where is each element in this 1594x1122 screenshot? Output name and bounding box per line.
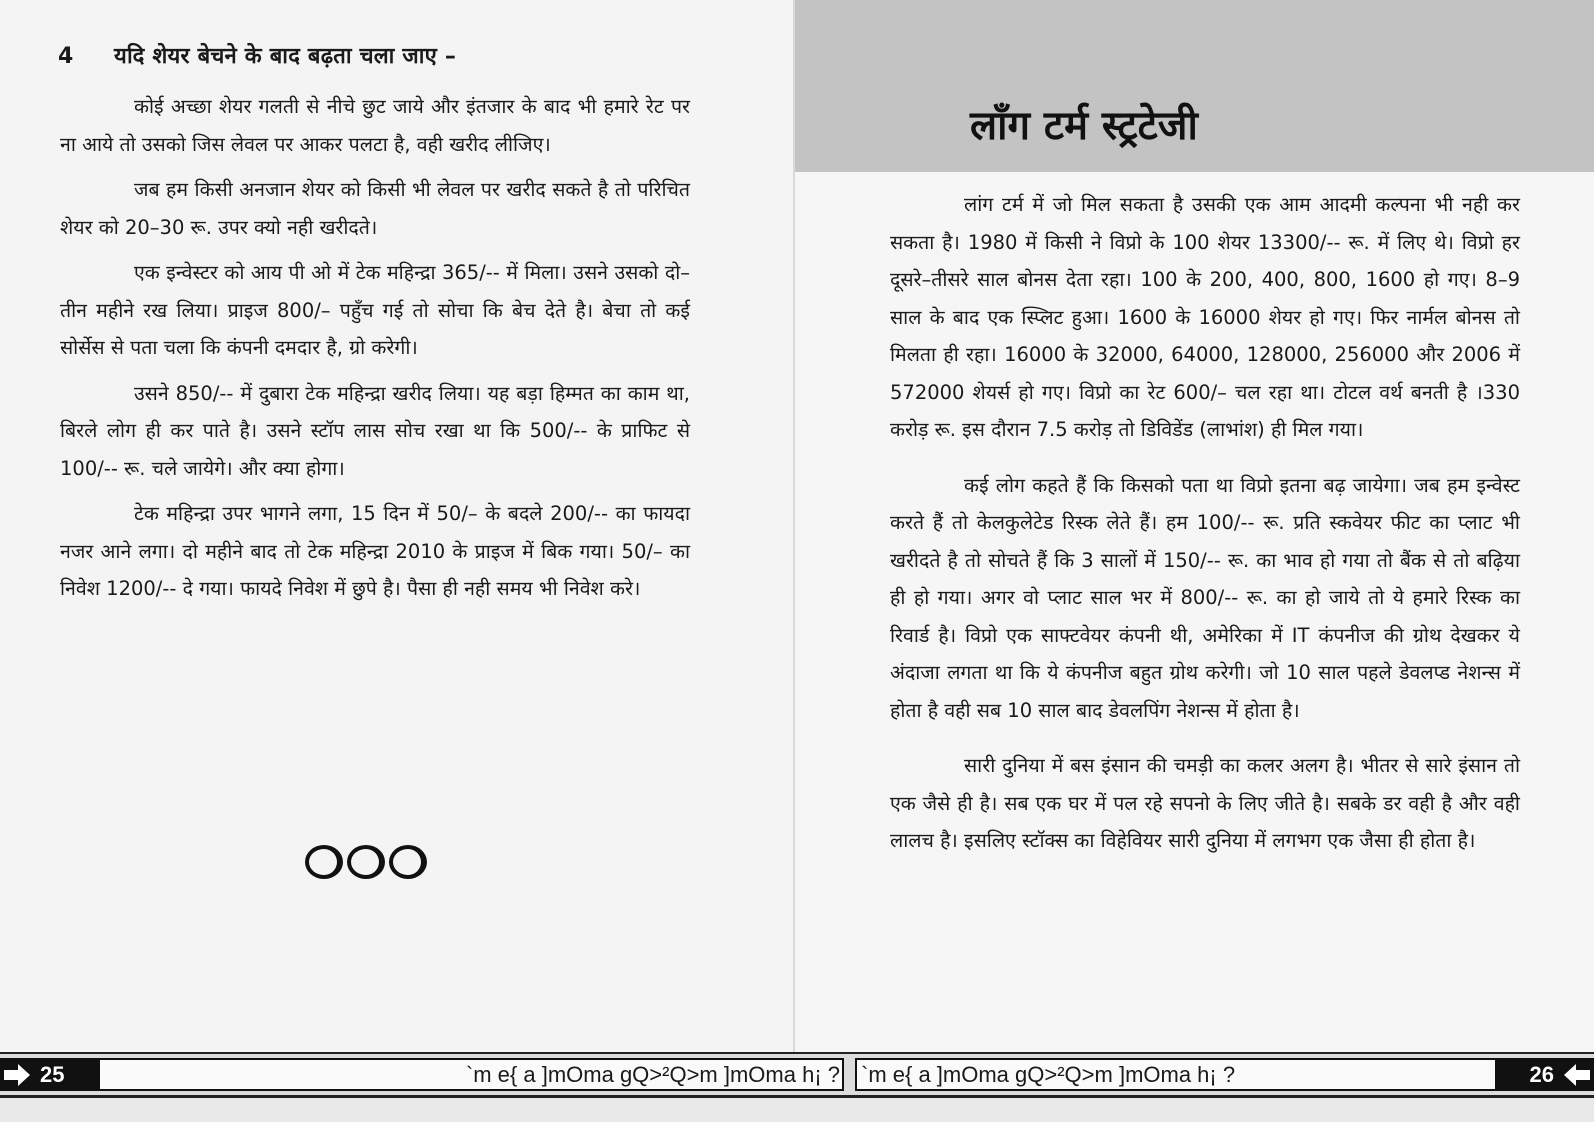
left-body-text — [60, 88, 690, 616]
three-rings-ornament-icon — [305, 845, 427, 879]
ring-icon — [389, 845, 427, 879]
right-page — [795, 0, 1594, 1052]
right-running-title: `m e{ a ]mOma gQ>²Q>m ]mOma h¡ ? — [855, 1058, 1497, 1091]
left-page-footer-block — [0, 1058, 98, 1091]
ring-icon — [347, 845, 385, 879]
paragraph: सारी दुनिया में बस इंसान की चमड़ी का कलर अलग है। भीतर से सारे इंसान तो एक जैसे ही है। सब एक घर में पल रहे सपनो के लिए जीते है। सबके डर वही है और वही लालच है। इसलिए स्टॉक्स का विहेवियर सारी दुनिया में लगभग एक जैसा ही होता है। — [890, 754, 1520, 852]
right-page-footer-block — [1496, 1058, 1594, 1091]
right-body-text — [890, 186, 1520, 878]
section-number: 4 — [58, 44, 74, 69]
paragraph: कोई अच्छा शेयर गलती से नीचे छुट जाये और इंतजार के बाद भी हमारे रेट पर ना आये तो उसको जिस लेवल पर आकर पलटा है, वही खरीद लीजिए। — [60, 95, 690, 156]
ring-icon — [305, 845, 343, 879]
section-heading-text: यदि शेयर बेचने के बाद बढ़ता चला जाए – — [114, 44, 457, 69]
paragraph: टेक महिन्द्रा उपर भागने लगा, 15 दिन में 50/– के बदले 200/-- का फायदा नजर आने लगा। दो महीने बाद तो टेक महिन्द्रा 2010 के प्राइज में बिक गया। 50/– का निवेश 1200/-- दे गया। फायदे निवेश में छुपे है। पैसा ही नही समय भी निवेश करे। — [60, 502, 690, 600]
left-running-title: `m e{ a ]mOma gQ>²Q>m ]mOma h¡ ? — [98, 1058, 844, 1091]
paragraph: कई लोग कहते हैं कि किसको पता था विप्रो इतना बढ़ जायेगा। जब हम इन्वेस्ट करते हैं तो केलकुलेटेड रिस्क लेते हैं। हम 100/-- रू. प्रति स्कवेयर फीट का प्लाट भी खरीदते है तो सोचते हैं कि 3 सालों में 150/-- रू. का भाव हो गया तो बैंक से तो बढ़िया ही हो गया। अगर वो प्लाट साल भर में 800/-- रू. का हो जाये तो ये हमारे रिस्क का रिवार्ड है। विप्रो एक साफ्टवेयर कंपनी थी, अमेरिका में IT कंपनीज की ग्रोथ देखकर ये अंदाजा लगता था कि ये कंपनीज बहुत ग्रोथ करेगी। जो 10 साल पहले डेवलप्ड नेशन्स में होता है वही सब 10 साल बाद डेवलपिंग नेशन्स में होता है। — [890, 473, 1520, 722]
paragraph: एक इन्वेस्टर को आय पी ओ में टेक महिन्द्रा 365/-- में मिला। उसने उसको दो–तीन महीने रख लिया। प्राइज 800/– पहुँच गई तो सोचा कि बेच देते है। बेचा तो कई सोर्सेस से पता चला कि कंपनी दमदार है, ग्रो करेगी। — [60, 261, 690, 359]
arrow-right-icon[interactable] — [0, 1060, 34, 1090]
right-page-number: 26 — [1529, 1061, 1554, 1087]
footer-bar — [0, 1052, 1594, 1098]
section-heading — [58, 40, 456, 70]
paragraph: जब हम किसी अनजान शेयर को किसी भी लेवल पर खरीद सकते है तो परिचित शेयर को 20–30 रू. उपर क्यो नही खरीदते। — [60, 178, 690, 239]
arrow-left-icon[interactable] — [1560, 1060, 1594, 1090]
chapter-title: लाँग टर्म स्ट्रटेजी — [970, 103, 1198, 149]
paragraph: लांग टर्म में जो मिल सकता है उसकी एक आम आदमी कल्पना भी नही कर सकता है। 1980 में किसी ने विप्रो के 100 शेयर 13300/-- रू. में लिए थे। विप्रो हर दूसरे–तीसरे साल बोनस देता रहा। 100 के 200, 400, 800, 1600 हो गए। 8–9 साल के बाद एक स्प्लिट हुआ। 1600 के 16000 शेयर हो गए। फिर नार्मल बोनस तो मिलता ही रहा। 16000 के 32000, 64000, 128000, 256000 और 2006 में 572000 शेयर्स हो गए। विप्रो का रेट 600/– चल रहा था। टोटल वर्थ बनती है ।330 करोड़ रू. इस दौरान 7.5 करोड़ तो डिविडेंड (लाभांश) ही मिल गया। — [890, 193, 1520, 441]
left-page-number: 25 — [40, 1061, 65, 1087]
left-page — [0, 0, 795, 1052]
paragraph: उसने 850/-- में दुबारा टेक महिन्द्रा खरीद लिया। यह बड़ा हिम्मत का काम था, बिरले लोग ही कर पाते है। उसने स्टॉप लास सोच रखा था कि 500/-- के प्राफिट से 100/-- रू. चले जायेगे। और क्या होगा। — [60, 381, 690, 480]
